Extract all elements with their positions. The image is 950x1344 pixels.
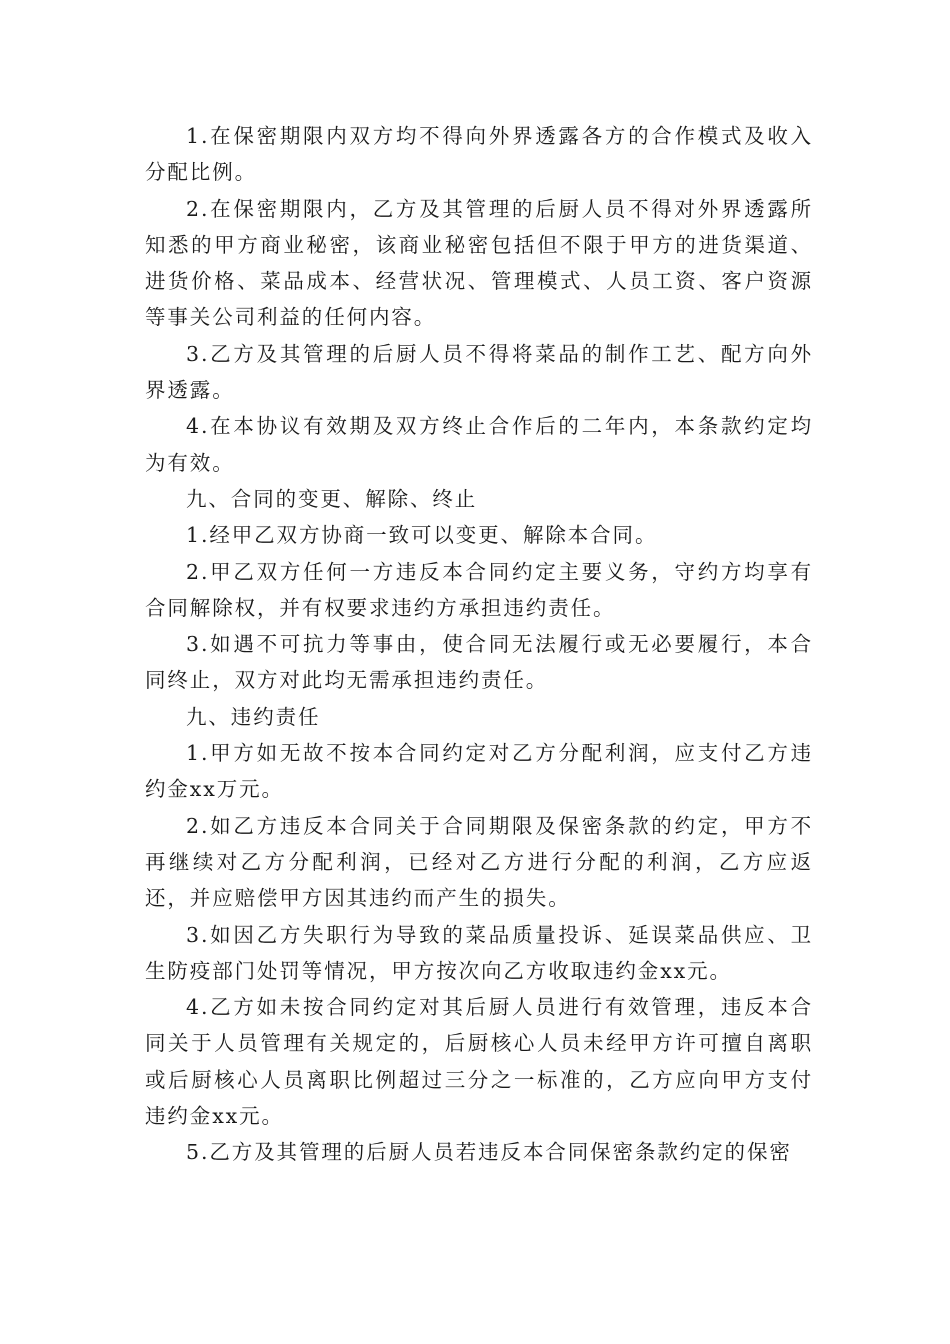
paragraph-termination-3: 3.如遇不可抗力等事由，使合同无法履行或无必要履行，本合同终止，双方对此均无需承担违约责任。 [145,632,813,693]
paragraph-termination-1: 1.经甲乙双方协商一致可以变更、解除本合同。 [186,523,658,548]
paragraph-confidential-3: 3.乙方及其管理的后厨人员不得将菜品的制作工艺、配方向外界透露。 [145,341,813,403]
paragraph-liability-2: 2.如乙方违反本合同关于合同期限及保密条款的约定，甲方不再继续对乙方分配利润，已经对乙方进行分配的利润，乙方应返还，并应赔偿甲方因其违约而产生的损失。 [145,813,813,911]
paragraph-confidential-1: 1.在保密期限内双方均不得向外界透露各方的合作模式及收入分配比例。 [145,124,813,185]
paragraph-liability-5: 5.乙方及其管理的后厨人员若违反本合同保密条款约定的保密 [186,1140,792,1165]
paragraph-confidential-2: 2.在保密期限内，乙方及其管理的后厨人员不得对外界透露所知悉的甲方商业秘密，该商业秘密包括但不限于甲方的进货渠道、进货价格、菜品成本、经营状况、管理模式、人员工资、客户资源等事关公司利益的任何内容。 [145,196,813,330]
paragraph-liability-4: 4.乙方如未按合同约定对其后厨人员进行有效管理，违反本合同关于人员管理有关规定的，后厨核心人员未经甲方许可擅自离职或后厨核心人员离职比例超过三分之一标准的，乙方应向甲方支付违约金xx元。 [145,995,813,1129]
paragraph-liability-1: 1.甲方如无故不按本合同约定对乙方分配利润，应支付乙方违约金xx万元。 [145,741,813,802]
document-body [145,118,813,1171]
paragraph-confidential-4: 4.在本协议有效期及双方终止合作后的二年内，本条款约定均为有效。 [145,414,813,475]
paragraph-liability-3: 3.如因乙方失职行为导致的菜品质量投诉、延误菜品供应、卫生防疫部门处罚等情况，甲方按次向乙方收取违约金xx元。 [145,922,813,983]
paragraph-termination-2: 2.甲乙双方任何一方违反本合同约定主要义务，守约方均享有合同解除权，并有权要求违约方承担违约责任。 [145,559,813,620]
section-heading-liability: 九、违约责任 [186,704,321,729]
section-heading-change-termination: 九、合同的变更、解除、终止 [186,486,478,511]
